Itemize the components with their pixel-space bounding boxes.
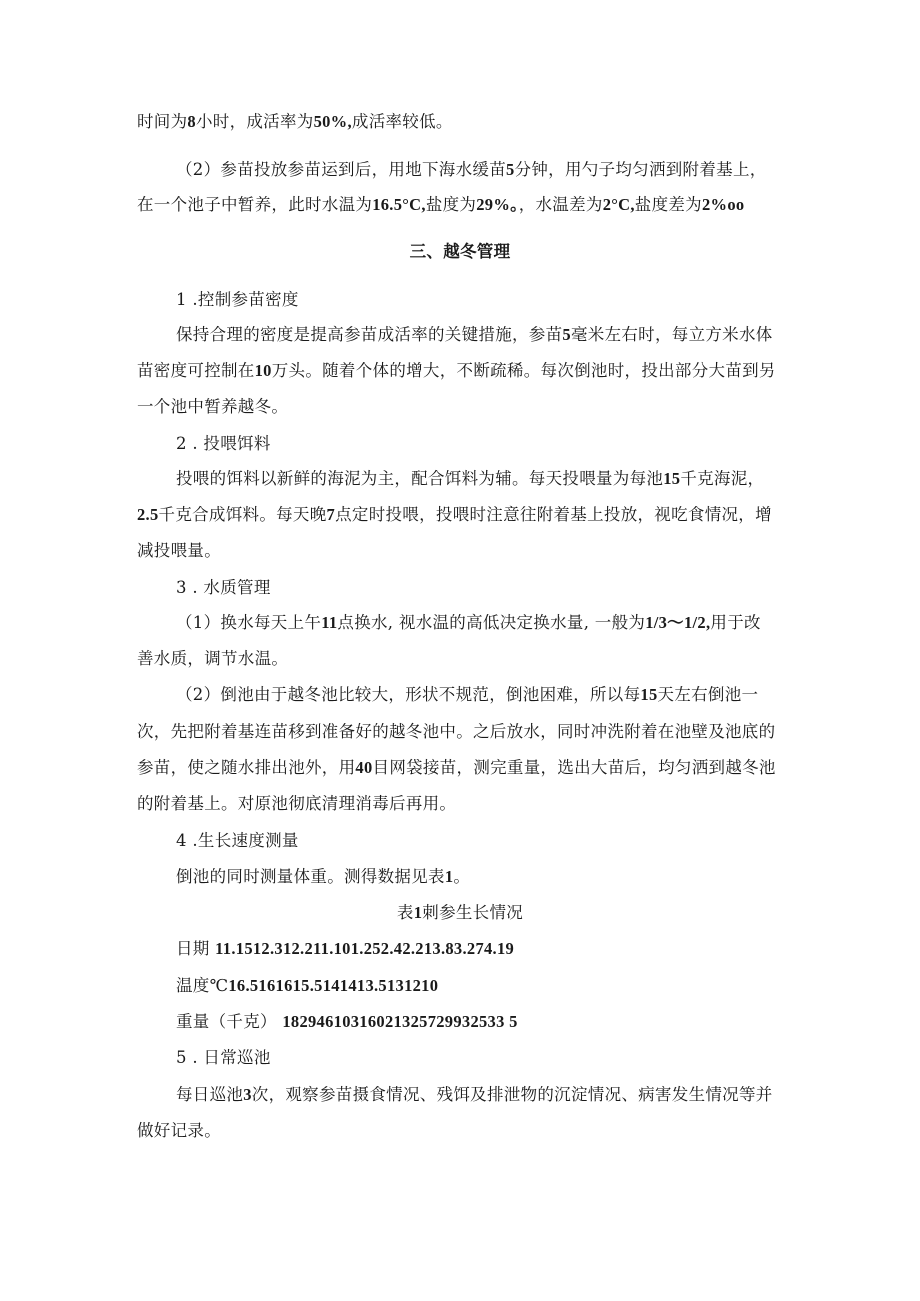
paragraph-release-line-2 [137, 194, 920, 216]
s2-line-3: 减投喂量。 [137, 541, 221, 560]
text-number: 8 [187, 112, 196, 131]
text: 天左右倒池一 [657, 685, 759, 704]
row-label: 温度℃ [176, 976, 229, 995]
text: 点定时投喂，投喂时注意往附着基上投放，视吃食情况，增 [335, 505, 772, 524]
text-number: 29%。 [476, 195, 519, 214]
section-title: 三、越冬管理 [409, 242, 511, 261]
s3-p1-line-2: 善水质，调节水温。 [137, 649, 289, 668]
s1-line-3: 一个池中暂养越冬。 [137, 397, 289, 416]
s3-p2-line-4: 的附着基上。对原池彻底清理消毒后再用。 [137, 794, 457, 813]
text: 时间为 [137, 112, 188, 131]
text: 目网袋接苗，测完重量，选出大苗后，均匀洒到越冬池 [372, 758, 776, 777]
text: 。 [453, 867, 471, 886]
subsection-heading-4: 4 .生长速度测量 [176, 831, 299, 850]
text: 点换水, 视水温的高低决定换水量, 一般为 [337, 613, 646, 632]
text-number: 5 [506, 160, 515, 179]
s2-line-2 [137, 504, 920, 526]
s2-line-1 [176, 468, 920, 490]
table-row-weight [176, 1011, 920, 1033]
table-row-temperature [176, 975, 920, 997]
text: 保持合理的密度是提高参苗成活率的关键措施，参苗 [176, 325, 563, 344]
s3-p1-line-1 [176, 612, 920, 634]
row-values: 18294610316021325729932533 5 [282, 1012, 518, 1031]
text: （2）倒池由于越冬池比较大，形状不规范，倒池困难，所以每 [176, 685, 641, 704]
s5-line-1 [176, 1084, 920, 1106]
text: 参苗，使之随水排出池外，用 [137, 758, 356, 777]
text-number: 10 [254, 361, 272, 380]
text: 千克海泥， [680, 469, 765, 488]
text-number: 15 [640, 685, 658, 704]
text-number: 2.5 [137, 505, 159, 524]
text-number: 5 [562, 325, 571, 344]
text: 千克合成饵料。每天晚 [158, 505, 327, 524]
text: 苗密度可控制在 [137, 361, 255, 380]
text: 在一个池子中暂养，此时水温为 [137, 195, 373, 214]
s3-p2-line-1 [176, 684, 920, 706]
row-label: 重量（千克） [176, 1012, 277, 1031]
text-number: 40 [355, 758, 373, 777]
text-number: 3 [243, 1085, 252, 1104]
text: 万头。随着个体的增大，不断疏稀。每次倒池时，投出部分大苗到另 [271, 361, 776, 380]
row-values: 16.5161615.5141413.5131210 [228, 976, 439, 995]
s5-line-2: 做好记录。 [137, 1121, 221, 1140]
paragraph-release-line-1 [176, 159, 920, 181]
text-number: 2°C, [602, 195, 635, 214]
text-number: 1/3～1/2, [645, 613, 711, 632]
row-label: 日期 [176, 939, 210, 958]
text: 毫米左右时，每立方米水体 [570, 325, 773, 344]
text: 每日巡池 [176, 1085, 244, 1104]
text-number: 15 [663, 469, 681, 488]
table-row-date [176, 938, 920, 960]
text: 盐度差为 [634, 195, 702, 214]
s3-p2-line-3 [137, 757, 920, 779]
text: 表 [396, 903, 414, 922]
row-values: 11.1512.312.211.101.252.42.213.83.274.19 [215, 939, 515, 958]
text: 小时，成活率为 [195, 112, 314, 131]
s1-line-2 [137, 360, 920, 382]
text: 分钟，用勺子均匀洒到附着基上， [514, 160, 767, 179]
subsection-heading-1: 1 .控制参苗密度 [176, 290, 299, 309]
text-number: 1 [413, 903, 423, 922]
text-number: 2%oo [701, 195, 745, 214]
table-caption [0, 902, 920, 924]
text: 成活率较低。 [351, 112, 453, 131]
text: 投喂的饵料以新鲜的海泥为主，配合饵料为辅。每天投喂量为每池 [176, 469, 664, 488]
subsection-heading-2: 2 . 投喂饵料 [176, 434, 271, 453]
text-number: 1 [444, 867, 454, 886]
s3-p2-line-2: 次，先把附着基连苗移到准备好的越冬池中。之后放水，同时冲洗附着在池壁及池底的 [137, 722, 776, 741]
text-number: 7 [326, 505, 336, 524]
text: 刺参生长情况 [422, 903, 524, 922]
s4-line-1 [176, 866, 920, 888]
text: ，水温差为 [518, 195, 603, 214]
text-number: 50%, [313, 112, 352, 131]
text-number: 16.5°C, [372, 195, 426, 214]
text: （1）换水每天上午 [176, 613, 322, 632]
text: 次，观察参苗摄食情况、残饵及排泄物的沉淀情况、病害发生情况等并 [251, 1085, 773, 1104]
paragraph-survival-rate [137, 111, 920, 133]
text: 盐度为 [425, 195, 477, 214]
subsection-heading-5: 5 . 日常巡池 [176, 1048, 271, 1067]
text: （2）参苗投放参苗运到后，用地下海水缓苗 [176, 160, 506, 179]
text-number: 11 [321, 613, 338, 632]
text: 倒池的同时测量体重。测得数据见表 [176, 867, 445, 886]
subsection-heading-3: 3 . 水质管理 [176, 578, 271, 597]
text: 用于改 [710, 613, 761, 632]
s1-line-1 [176, 324, 920, 346]
